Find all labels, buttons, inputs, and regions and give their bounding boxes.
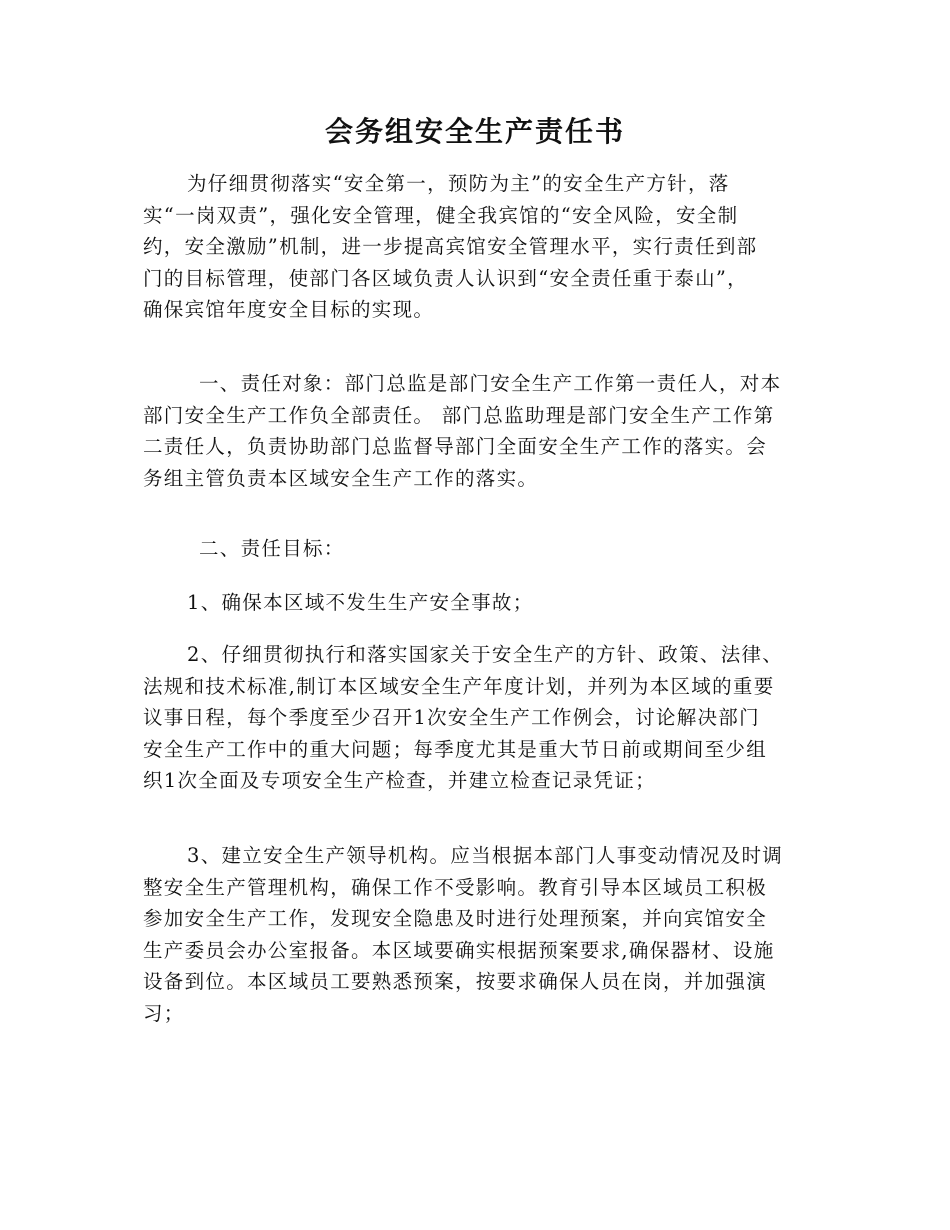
- goal-item-2: [143, 639, 807, 797]
- text-line: 部门安全生产工作负全部责任。 部门总监助理是部门安全生产工作第: [143, 403, 775, 427]
- text-line: 2、仔细贯彻执行和落实国家关于安全生产的方针、政策、法律、: [187, 643, 784, 666]
- goal-item-1: [143, 587, 807, 619]
- text-line: 一、责任对象：部门总监是部门安全生产工作第一责任人，对本: [199, 372, 782, 395]
- text-line: 法规和技术标准,制订本区域安全生产年度计划，并列为本区域的重要: [143, 674, 775, 698]
- text-line: 务组主管负责本区域安全生产工作的落实。: [143, 466, 539, 490]
- document-title: 会务组安全生产责任书: [324, 115, 625, 148]
- text-line: 二、责任目标：: [199, 537, 345, 560]
- text-line: 确保宾馆年度安全目标的实现。: [143, 298, 435, 321]
- text-line: 生产委员会办公室报备。本区域要确实根据预案要求,确保器材、设施: [143, 938, 775, 962]
- text-line: 安全生产工作中的重大问题；每季度尤其是重大节日前或期间至少组: [143, 737, 768, 761]
- section-responsibility-subjects: [143, 368, 807, 494]
- goal-item-3: [143, 840, 807, 1029]
- text-line: 参加安全生产工作，发现安全隐患及时进行处理预案，并向宾馆安全: [143, 907, 768, 930]
- text-line: 约，安全激励”机制，进一步提高宾馆安全管理水平，实行责任到部: [143, 235, 758, 258]
- text-line: 3、建立安全生产领导机构。应当根据本部门人事变动情况及时调: [187, 844, 784, 867]
- text-line: 1、确保本区域不发生生产安全事故；: [187, 591, 534, 614]
- text-line: 二责任人，负责协助部门总监督导部门全面安全生产工作的落实。会: [143, 435, 768, 458]
- text-line: 实“一岗双责”，强化安全管理，健全我宾馆的“安全风险，安全制: [143, 203, 739, 227]
- text-line: 织1次全面及专项安全生产检查，并建立检查记录凭证；: [143, 769, 656, 792]
- intro-paragraph: [143, 168, 807, 326]
- text-line: 门的目标管理，使部门各区域负责人认识到“安全责任重于泰山”，: [143, 266, 748, 290]
- text-line: 为仔细贯彻落实“安全第一，预防为主”的安全生产方针，落: [187, 172, 730, 195]
- text-line: 设备到位。本区域员工要熟悉预案，按要求确保人员在岗，并加强演: [143, 970, 768, 993]
- section-heading-goals: [143, 533, 807, 565]
- text-line: 议事日程，每个季度至少召开1次安全生产工作例会，讨论解决部门: [143, 706, 760, 729]
- text-line: 整安全生产管理机构，确保工作不受影响。教育引导本区域员工积极: [143, 875, 768, 899]
- text-line: 习；: [143, 1001, 185, 1025]
